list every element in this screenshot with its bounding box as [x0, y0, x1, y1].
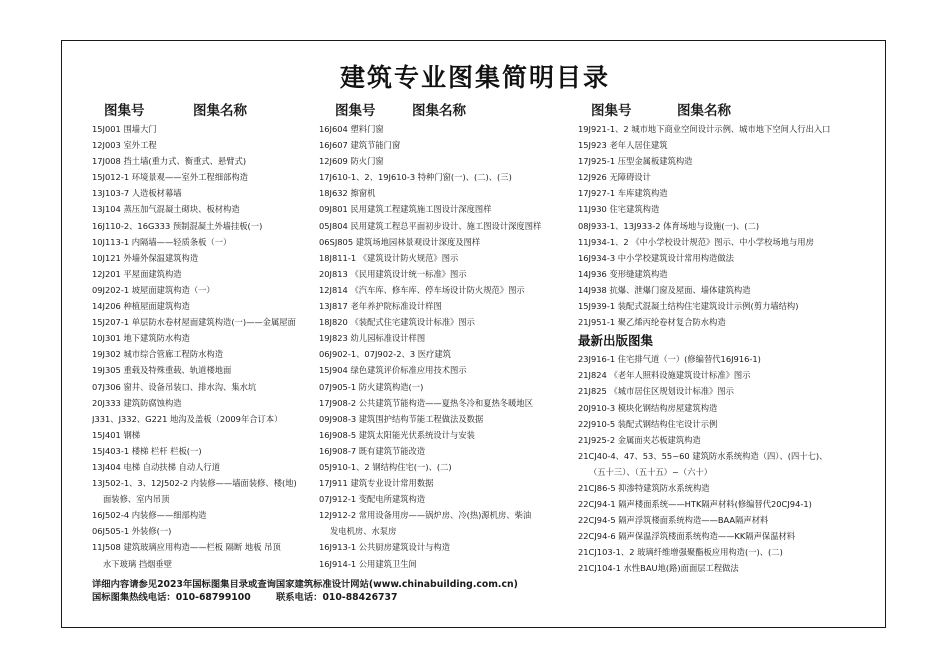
catalog-entry: 05J804 民用建筑工程总平面初步设计、施工图设计深度图样 — [319, 220, 542, 231]
catalog-entry: 06SJ805 建筑场地园林景观设计深度及图样 — [319, 236, 481, 247]
catalog-entry: 10J121 外墙外保温建筑构造 — [92, 252, 199, 263]
catalog-entry: 21J824 《老年人照料设施建筑设计标准》图示 — [578, 370, 751, 381]
catalog-entry: 15J904 绿色建筑评价标准应用技术图示 — [319, 365, 467, 376]
catalog-entry: 11J930 住宅建筑构造 — [578, 204, 660, 215]
contact-label: 联系电话： — [275, 591, 323, 603]
catalog-entry-continuation: 面装修、室内吊顶 — [103, 494, 170, 505]
catalog-entry: 06J505-1 外装修(一) — [92, 526, 172, 537]
footer-website-note: 详细内容请参见2023年国标图集目录或查询国家建筑标准设计网站(www.chinabuilding.com.cn) — [92, 579, 518, 590]
catalog-entry: 19J302 城市综合管廊工程防水构造 — [92, 349, 224, 360]
catalog-entry: 12J609 防火门窗 — [319, 156, 384, 167]
catalog-entry: 13J502-1、3、12J502-2 内装修——墙面装修、楼(地) — [92, 478, 297, 489]
hotline-label: 国标图集热线电话： — [92, 591, 176, 603]
catalog-entry: 21CJ40-4、47、53、55~60 建筑防水系统构造（四）、(四十七)、 — [578, 450, 828, 461]
catalog-entry: 17J925-1 压型金属板建筑构造 — [578, 156, 693, 167]
entry-list — [92, 121, 322, 572]
catalog-entry: 15J939-1 装配式混凝土结构住宅建筑设计示例(剪力墙结构) — [578, 301, 799, 312]
catalog-entry: 16J604 塑料门窗 — [319, 124, 384, 134]
catalog-entry: 07J912-1 变配电所建筑构造 — [319, 494, 426, 505]
catalog-entry: 06J902-1、07J902-2、3 医疗建筑 — [319, 349, 451, 360]
catalog-entry: 12J201 平屋面建筑构造 — [92, 268, 182, 279]
section-heading: 最新出版图集 — [578, 333, 654, 349]
catalog-entry: 09J908-3 建筑围护结构节能工程做法及数据 — [319, 413, 484, 424]
catalog-entry: 14J938 抗爆、泄爆门窗及屋面、墙体建筑构造 — [578, 284, 751, 295]
catalog-entry: 21J925-2 金属面夹芯板建筑构造 — [578, 434, 701, 445]
header-code: 图集号 — [591, 103, 632, 119]
catalog-entry: 13J817 老年养护院标准设计样图 — [319, 301, 442, 312]
catalog-entry: 14J206 种植屋面建筑构造 — [92, 301, 190, 312]
catalog-entry: 09J202-1 坡屋面建筑构造（一） — [92, 284, 215, 295]
entry-list — [578, 121, 868, 577]
column-header — [319, 100, 559, 118]
catalog-entry: 12J926 无障碍设计 — [578, 172, 651, 183]
catalog-entry: 22J910-5 装配式钢结构住宅设计示例 — [578, 418, 718, 429]
footer — [92, 579, 518, 604]
catalog-column-3 — [578, 100, 868, 577]
catalog-entry: 15J923 老年人居住建筑 — [578, 140, 668, 151]
contact-number: 010-88426737 — [322, 591, 398, 603]
page-title: 建筑专业图集简明目录 — [339, 63, 610, 92]
catalog-entry: 16J607 建筑节能门窗 — [319, 140, 401, 151]
catalog-entry: 07J306 窗井、设备吊装口、排水沟、集水坑 — [92, 381, 257, 392]
catalog-entry: 18J632 擦窗机 — [319, 188, 376, 199]
catalog-entry: 19J921-1、2 城市地下商业空间设计示例、城市地下空间人行出入口 — [578, 124, 831, 134]
catalog-entry: 17J610-1、2、19J610-3 特种门窗(一)、(二)、(三) — [319, 172, 512, 183]
hotline-number: 010-68799100 — [175, 591, 251, 603]
catalog-entry: 11J508 建筑玻璃应用构造——栏板 隔断 地板 吊顶 — [92, 542, 281, 553]
catalog-entry-continuation: 水下玻璃 挡烟垂壁 — [103, 558, 173, 569]
catalog-entry: 15J012-1 环境景观——室外工程细部构造 — [92, 172, 248, 183]
catalog-entry: 22CJ94-6 隔声保温浮筑楼面系统构造——KK隔声保温材料 — [578, 531, 796, 542]
catalog-entry: 16J908-7 既有建筑节能改造 — [319, 445, 426, 456]
catalog-entry-continuation: （五十三）、（五十五）~（六十） — [589, 466, 713, 477]
catalog-entry: 13J103-7 人造板材幕墙 — [92, 188, 182, 199]
catalog-entry: 17J008 挡土墙(重力式、衡重式、悬臂式) — [92, 156, 247, 167]
catalog-entry: 10J301 地下建筑防水构造 — [92, 333, 190, 344]
catalog-entry: 20J813 《民用建筑设计统一标准》图示 — [319, 268, 467, 279]
catalog-entry: 15J403-1 楼梯 栏杆 栏板(一) — [92, 445, 202, 456]
catalog-entry: 16J502-4 内装修——细部构造 — [92, 510, 207, 521]
catalog-entry: 21J951-1 聚乙烯丙纶卷材复合防水构造 — [578, 317, 726, 328]
footer-phones — [92, 592, 518, 605]
header-name: 图集名称 — [677, 103, 731, 119]
catalog-entry: 11J934-1、2 《中小学校设计规范》图示、中小学校场地与用房 — [578, 236, 814, 247]
catalog-entry: 18J811-1 《建筑设计防火规范》图示 — [319, 252, 459, 263]
header-name: 图集名称 — [412, 103, 466, 119]
catalog-entry-continuation: 发电机房、水泵房 — [330, 526, 397, 537]
catalog-entry: 17J927-1 车库建筑构造 — [578, 188, 668, 199]
catalog-entry: 19J823 幼儿园标准设计样图 — [319, 333, 426, 344]
column-header — [578, 100, 868, 118]
catalog-entry: 17J911 建筑专业设计常用数据 — [319, 478, 434, 489]
entry-list — [319, 121, 559, 572]
catalog-entry: 15J001 围墙大门 — [92, 124, 157, 134]
catalog-entry: 21CJ104-1 水性BAU地(路)面面层工程做法 — [578, 563, 739, 574]
catalog-entry: 13J404 电梯 自动扶梯 自动人行道 — [92, 461, 221, 472]
catalog-entry: 23J916-1 住宅排气道（一）(修编替代16J916-1) — [578, 354, 761, 365]
catalog-entry: 12J814 《汽车库、修车库、停车场设计防火规范》图示 — [319, 284, 525, 295]
catalog-entry: 12J003 室外工程 — [92, 140, 157, 151]
catalog-entry: 17J908-2 公共建筑节能构造——夏热冬冷和夏热冬暖地区 — [319, 397, 533, 408]
catalog-entry: 16J110-2、16G333 预制混凝土外墙挂板(一) — [92, 220, 263, 231]
header-code: 图集号 — [104, 103, 145, 119]
catalog-entry: 15J207-1 单层防水卷材屋面建筑构造(一)——金属屋面 — [92, 317, 296, 328]
catalog-entry: 19J305 重载及特殊重载、轨道楼地面 — [92, 365, 232, 376]
catalog-column-2 — [319, 100, 559, 572]
catalog-column-1 — [92, 100, 322, 572]
catalog-entry: 16J908-5 建筑太阳能光伏系统设计与安装 — [319, 429, 475, 440]
header-code: 图集号 — [335, 103, 376, 119]
catalog-entry: 20J333 建筑防腐蚀构造 — [92, 397, 182, 408]
catalog-entry: 18J820 《装配式住宅建筑设计标准》图示 — [319, 317, 475, 328]
catalog-entry: 08J933-1、13J933-2 体育场地与设施(一)、(二) — [578, 220, 760, 231]
catalog-entry: 13J104 蒸压加气混凝土砌块、板材构造 — [92, 204, 240, 215]
catalog-entry: 14J936 变形缝建筑构造 — [578, 268, 668, 279]
catalog-entry: 22CJ94-5 隔声浮筑楼面系统构造——BAA隔声材料 — [578, 515, 769, 526]
catalog-entry: 12J912-2 常用设备用房——锅炉房、冷(热)源机房、柴油 — [319, 510, 532, 521]
header-name: 图集名称 — [193, 103, 247, 119]
column-header — [92, 100, 322, 118]
catalog-entry: 16J914-1 公用建筑卫生间 — [319, 558, 417, 569]
catalog-entry: 07J905-1 防火建筑构造(一) — [319, 381, 424, 392]
catalog-entry: J331、J332、G221 地沟及盖板（2009年合订本） — [92, 413, 283, 424]
catalog-entry: 16J934-3 中小学校建筑设计常用构造做法 — [578, 252, 734, 263]
catalog-entry: 05J910-1、2 钢结构住宅(一)、(二) — [319, 461, 452, 472]
catalog-entry: 21J825 《城市居住区规划设计标准》图示 — [578, 386, 734, 397]
catalog-entry: 09J801 民用建筑工程建筑施工图设计深度图样 — [319, 204, 492, 215]
catalog-entry: 10J113-1 内隔墙——轻质条板（一） — [92, 236, 232, 247]
catalog-entry: 22CJ94-1 隔声楼面系统——HTK隔声材料(修编替代20CJ94-1) — [578, 499, 812, 510]
catalog-entry: 20J910-3 模块化钢结构房屋建筑构造 — [578, 402, 718, 413]
catalog-entry: 21CJ103-1、2 玻璃纤维增强聚酯板应用构造(一)、(二) — [578, 547, 783, 558]
catalog-entry: 15J401 钢梯 — [92, 429, 141, 440]
catalog-entry: 21CJ86-5 抑渗特建筑防水系统构造 — [578, 482, 710, 493]
catalog-entry: 16J913-1 公共厨房建筑设计与构造 — [319, 542, 451, 553]
